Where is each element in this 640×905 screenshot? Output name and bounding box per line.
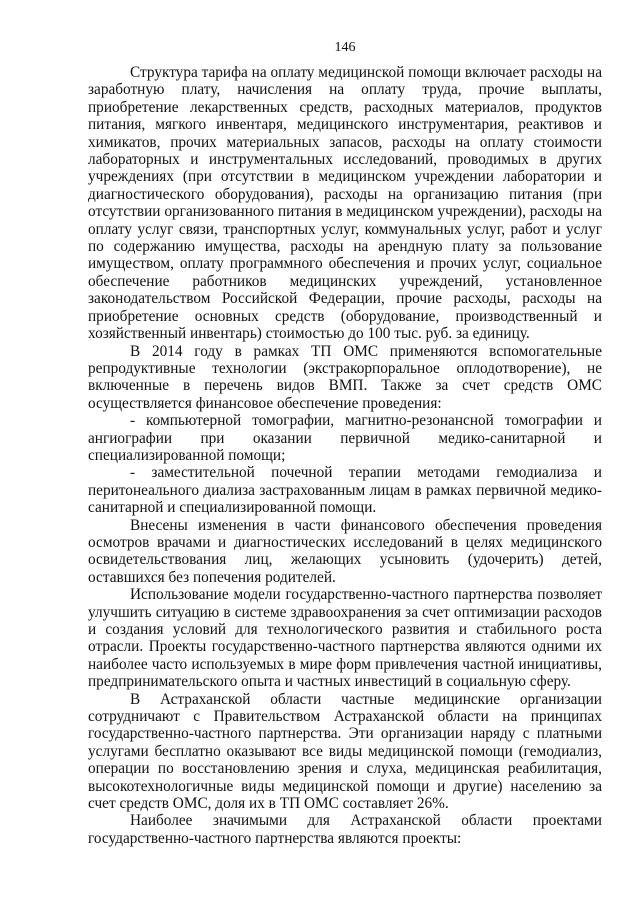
paragraph-significant-projects: Наиболее значимыми для Астраханской области проектами государственно-частного партнерства являются проекты: [88, 812, 602, 847]
paragraph-astrakhan-private: В Астраханской области частные медицинские организации сотрудничают с Правительством Астраханской области на принципах государственно-частного партнерства. Эти организации наряду с платными услугами бесплатно оказывают все виды медицинской помощи (гемодиализ, операции по восстановлению зрения и слуха, медицинская реабилитация, высокотехнологичные виды медицинской помощи и другие) населению за счет средств ОМС, доля их в ТП ОМС составляет 26%. [88, 690, 602, 813]
list-item-tomography: - компьютерной томографии, магнитно-резонансной томографии и ангиографии при оказании первичной медико-санитарной и специализированной помощи; [88, 412, 602, 464]
paragraph-adoption-examinations: Внесены изменения в части финансового обеспечения проведения осмотров врачами и диагностических исследований в целях медицинского освидетельствования лиц, желающих усыновить (удочерить) детей, оставшихся без попечения родителей. [88, 516, 602, 586]
paragraph-tariff-structure: Структура тарифа на оплату медицинской помощи включает расходы на заработную плату, начисления на оплату труда, прочие выплаты, приобретение лекарственных средств, расходных материалов, продуктов питания, мягкого инвентаря, медицинского инструментария, реактивов и химикатов, прочих материальных запасов, расходы на оплату стоимости лабораторных и инструментальных исследований, проводимых в других учреждениях (при отсутствии в медицинском учреждении лаборатории и диагностического оборудования), расходы на организацию питания (при отсутствии организованного питания в медицинском учреждении), расходы на оплату услуг связи, транспортных услуг, коммунальных услуг, работ и услуг по содержанию имущества, расходы на арендную плату за пользование имуществом, оплату программного обеспечения и прочих услуг, социальное обеспечение работников медицинских учреждений, установленное законодательством Российской Федерации, прочие расходы, расходы на приобретение основных средств (оборудование, производственный и хозяйственный инвентарь) стоимостью до 100 тыс. руб. за единицу. [88, 64, 602, 343]
document-body [88, 64, 602, 847]
paragraph-ppp-model: Использование модели государственно-частного партнерства позволяет улучшить ситуацию в системе здравоохранения за счет оптимизации расходов и создания условий для технологического развития и стабильного роста отрасли. Проекты государственно-частного партнерства являются одними их наиболее часто используемых в мире форм привлечения частной инициативы, предпринимательского опыта и частных инвестиций в социальную сферу. [88, 586, 602, 691]
page-number: 146 [334, 40, 356, 55]
paragraph-reproductive-technologies: В 2014 году в рамках ТП ОМС применяются вспомогательные репродуктивные технологии (экстракорпоральное оплодотворение), не включенные в перечень видов ВМП. Также за счет средств ОМС осуществляется финансовое обеспечение проведения: [88, 342, 602, 412]
list-item-dialysis: - заместительной почечной терапии методами гемодиализа и перитонеального диализа застрахованным лицам в рамках первичной медико-санитарной и специализированной помощи. [88, 464, 602, 517]
